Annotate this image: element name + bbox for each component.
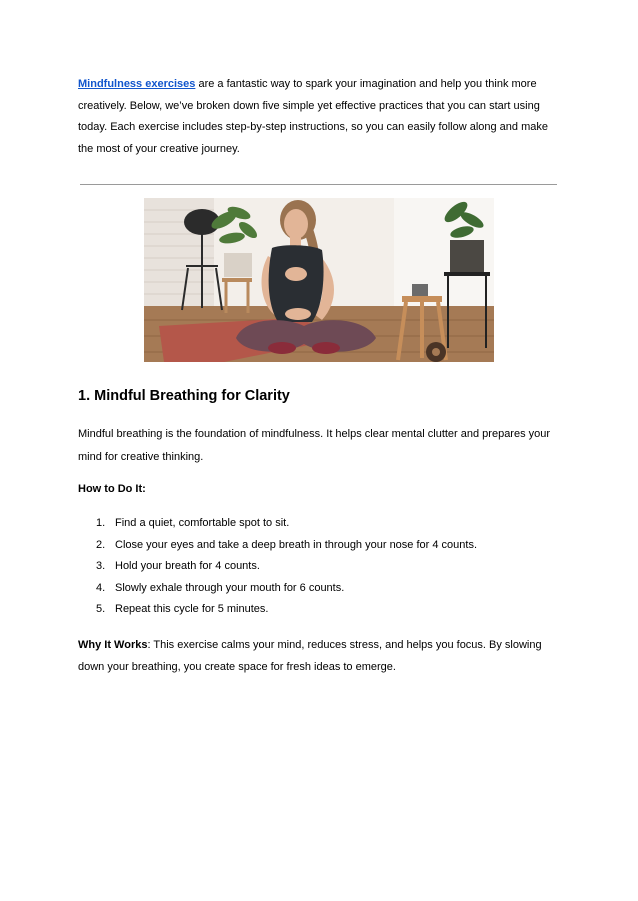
- steps-list: [78, 513, 477, 621]
- intro-paragraph: [78, 74, 558, 160]
- step-number: 2.: [96, 538, 106, 551]
- section-paragraph: Mindful breathing is the foundation of mindfulness. It helps clear mental clutter and prepares your mind for creative thinking.: [78, 428, 551, 463]
- step-text: Hold your breath for 4 counts.: [115, 560, 260, 572]
- intro-text: are a fantastic way to spark your imagination and help you think more creatively. Below, we’ve broken down five simple yet effective practices that you can start using today. Each exercise includes step-by-step instructions, so you can easily follow along and make the most of your creative journey.: [78, 78, 548, 155]
- list-item: [78, 556, 477, 578]
- list-item: [78, 599, 477, 621]
- step-text: Find a quiet, comfortable spot to sit.: [115, 517, 290, 529]
- horizontal-divider: [80, 184, 557, 185]
- step-text: Close your eyes and take a deep breath in through your nose for 4 counts.: [115, 538, 478, 551]
- step-text: Slowly exhale through your mouth for 6 counts.: [115, 581, 345, 594]
- meditation-photo: [144, 198, 494, 362]
- step-number: 4.: [96, 581, 106, 594]
- step-number: 5.: [96, 603, 106, 615]
- why-it-works-paragraph: [78, 634, 558, 678]
- list-item: [78, 535, 477, 557]
- list-item: [78, 578, 477, 600]
- step-number: 3.: [96, 560, 106, 572]
- list-item: [78, 513, 477, 535]
- why-it-works-text: : This exercise calms your mind, reduces stress, and helps you focus. By slowing down your breathing, you create space for fresh ideas to emerge.: [78, 639, 542, 673]
- mindfulness-exercises-link[interactable]: Mindfulness exercises: [78, 78, 196, 90]
- why-it-works-label: Why It Works: [78, 639, 148, 651]
- step-number: 1.: [96, 517, 106, 529]
- section-heading: 1. Mindful Breathing for Clarity: [78, 388, 290, 404]
- step-text: Repeat this cycle for 5 minutes.: [115, 603, 269, 615]
- how-to-label: How to Do It:: [78, 483, 146, 495]
